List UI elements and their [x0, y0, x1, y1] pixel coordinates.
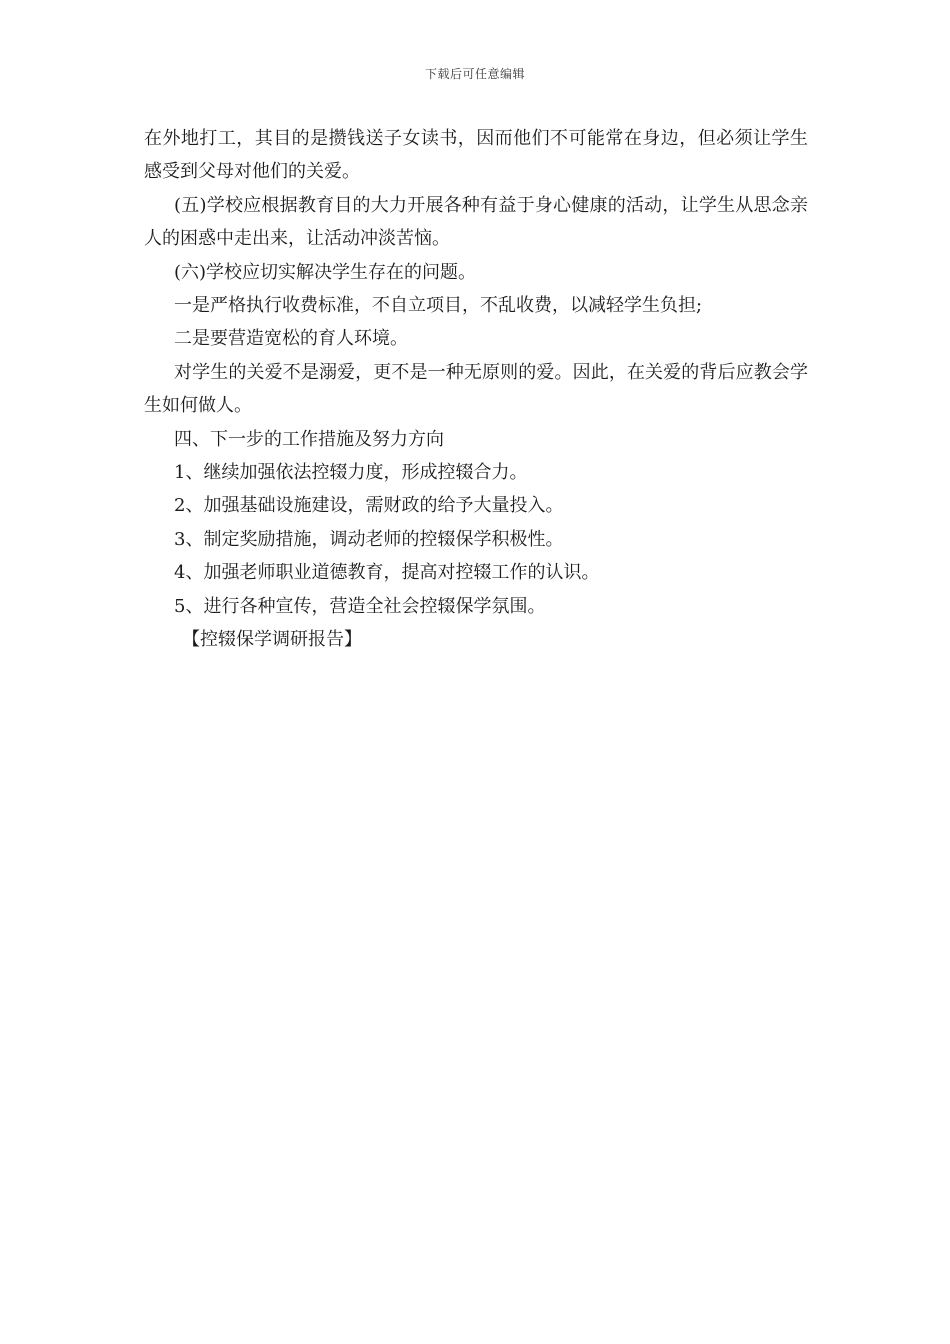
- paragraph-3: (六)学校应切实解决学生存在的问题。: [174, 261, 477, 283]
- page-header: 下载后可任意编辑: [424, 67, 525, 81]
- paragraph-1: 在外地打工，其目的是攒钱送子女读书，因而他们不可能常在身边，但必须让学生感受到父母对他们的关爱。: [144, 128, 808, 183]
- document-body: [144, 122, 808, 657]
- paragraph-2: (五)学校应根据教育目的大力开展各种有益于身心健康的活动，让学生从思念亲人的困惑中走出来，让活动冲淡苦恼。: [144, 194, 808, 250]
- document-title-footer: 【控辍保学调研报告】: [182, 629, 362, 651]
- paragraph-4: 一是严格执行收费标准，不自立项目，不乱收费，以减轻学生负担;: [174, 295, 703, 317]
- list-item-4: 4、加强老师职业道德教育，提高对控辍工作的认识。: [174, 562, 600, 584]
- section-heading: 四、下一步的工作措施及努力方向: [174, 428, 444, 450]
- list-item-3: 3、制定奖励措施，调动老师的控辍保学积极性。: [174, 528, 564, 550]
- list-item-1: 1、继续加强依法控辍力度，形成控辍合力。: [174, 462, 528, 484]
- paragraph-6: 对学生的关爱不是溺爱，更不是一种无原则的爱。因此，在关爱的背后应教会学生如何做人。: [144, 361, 808, 417]
- list-item-5: 5、进行各种宣传，营造全社会控辍保学氛围。: [174, 595, 546, 617]
- paragraph-5: 二是要营造宽松的育人环境。: [174, 328, 408, 350]
- list-item-2: 2、加强基础设施建设，需财政的给予大量投入。: [174, 495, 564, 517]
